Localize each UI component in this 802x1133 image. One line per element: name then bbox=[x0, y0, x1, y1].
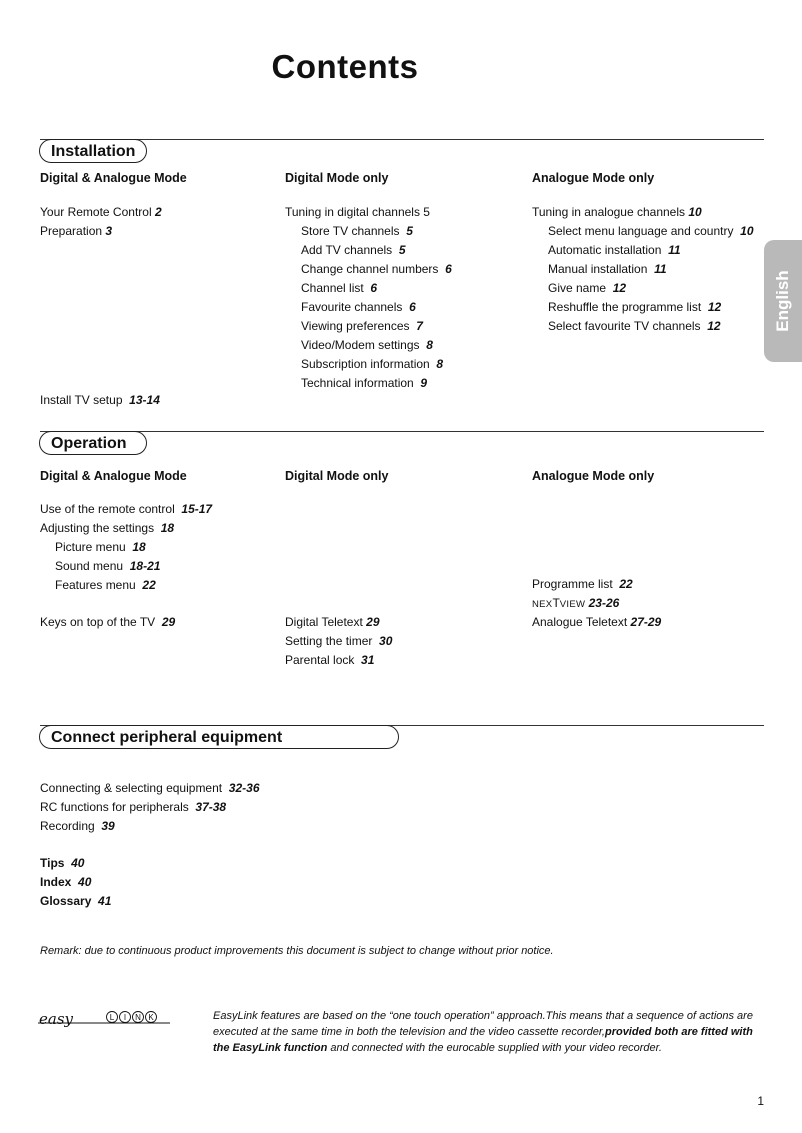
toc-entry[interactable]: Manual installation 11 bbox=[548, 262, 667, 276]
operation-rule bbox=[40, 431, 764, 432]
installation-col3-list bbox=[532, 203, 754, 336]
toc-entry[interactable]: Select favourite TV channels 12 bbox=[548, 319, 721, 333]
installation-section-label: Installation bbox=[39, 139, 147, 163]
connect-section-label: Connect peripheral equipment bbox=[39, 725, 399, 749]
toc-entry[interactable]: Sound menu 18-21 bbox=[55, 559, 161, 573]
toc-entry[interactable]: Picture menu 18 bbox=[55, 540, 146, 554]
page-title: Contents bbox=[271, 48, 419, 85]
toc-entry[interactable]: Recording 39 bbox=[40, 819, 115, 833]
toc-entry[interactable]: RC functions for peripherals 37-38 bbox=[40, 800, 227, 814]
operation-col3-list bbox=[532, 575, 661, 632]
operation-col1-head: Digital & Analogue Mode bbox=[40, 469, 187, 483]
toc-entry[interactable]: Index 40 bbox=[40, 875, 92, 889]
easylink-logo-script: easy bbox=[39, 1010, 73, 1028]
toc-entry[interactable]: Reshuffle the programme list 12 bbox=[548, 300, 722, 314]
toc-entry[interactable]: Features menu 22 bbox=[55, 578, 156, 592]
toc-entry-nextview[interactable]: NEXTVIEW 23-26 bbox=[532, 596, 620, 610]
toc-entry[interactable]: Automatic installation 11 bbox=[548, 243, 681, 257]
installation-col2-head: Digital Mode only bbox=[285, 171, 389, 185]
toc-entry[interactable]: Tuning in analogue channels 10 bbox=[532, 205, 702, 219]
installation-col1-head: Digital & Analogue Mode bbox=[40, 171, 187, 185]
installation-col3-head: Analogue Mode only bbox=[532, 171, 655, 185]
toc-entry[interactable]: Your Remote Control 2 bbox=[40, 205, 162, 219]
toc-entry-keys[interactable]: Keys on top of the TV 29 bbox=[40, 615, 176, 629]
toc-entry-install-setup[interactable]: Install TV setup 13-14 bbox=[40, 393, 160, 407]
toc-entry[interactable]: Parental lock 31 bbox=[285, 653, 375, 667]
toc-entry[interactable]: Channel list 6 bbox=[301, 281, 378, 295]
toc-entry[interactable]: Tuning in digital channels 5 bbox=[285, 205, 430, 219]
toc-entry[interactable]: Tips 40 bbox=[40, 856, 85, 870]
remark-note: Remark: due to continuous product improvements this document is subject to change without prior notice. bbox=[40, 945, 554, 957]
operation-col3-head: Analogue Mode only bbox=[532, 469, 655, 483]
easylink-logo-letter: L bbox=[109, 1013, 115, 1022]
toc-entry[interactable]: Favourite channels 6 bbox=[301, 300, 416, 314]
toc-entry[interactable]: Change channel numbers 6 bbox=[301, 262, 452, 276]
connect-list bbox=[40, 779, 260, 836]
toc-entry[interactable]: Setting the timer 30 bbox=[285, 634, 393, 648]
toc-entry[interactable]: Glossary 41 bbox=[40, 894, 112, 908]
operation-col2-list bbox=[285, 613, 392, 670]
language-tab-label: English bbox=[773, 270, 792, 332]
easylink-logo bbox=[38, 1008, 178, 1030]
easylink-logo-letter: K bbox=[148, 1013, 154, 1022]
toc-entry[interactable]: Programme list 22 bbox=[532, 577, 633, 591]
page-number: 1 bbox=[757, 1094, 764, 1108]
toc-entry[interactable]: Viewing preferences 7 bbox=[301, 319, 423, 333]
toc-entry[interactable]: Analogue Teletext 27-29 bbox=[532, 615, 662, 629]
operation-col2-head: Digital Mode only bbox=[285, 469, 389, 483]
toc-entry[interactable]: Preparation 3 bbox=[40, 224, 113, 238]
toc-entry[interactable]: Give name 12 bbox=[548, 281, 627, 295]
installation-col2-list bbox=[285, 203, 452, 393]
operation-col1-list bbox=[40, 500, 212, 595]
easylink-logo-letter: I bbox=[123, 1013, 127, 1022]
operation-section-label: Operation bbox=[39, 431, 147, 455]
toc-entry[interactable]: Technical information 9 bbox=[301, 376, 428, 390]
installation-rule bbox=[40, 139, 764, 140]
language-tab[interactable] bbox=[764, 240, 802, 362]
easylink-description: EasyLink features are based on the “one touch operation” approach.This means that a sequence of actions are executed at the same time in both the television and the video cassette recorder,provided both are fitted with the EasyLink function and connected with the eurocable supplied with your video recorder. bbox=[213, 1010, 753, 1054]
toc-entry[interactable]: Video/Modem settings 8 bbox=[301, 338, 433, 352]
toc-entry[interactable]: Store TV channels 5 bbox=[301, 224, 413, 238]
toc-entry[interactable]: Connecting & selecting equipment 32-36 bbox=[40, 781, 260, 795]
toc-entry[interactable]: Subscription information 8 bbox=[301, 357, 444, 371]
toc-entry[interactable]: Add TV channels 5 bbox=[301, 243, 406, 257]
easylink-logo-letter: N bbox=[135, 1013, 141, 1022]
toc-entry[interactable]: Select menu language and country 10 bbox=[548, 224, 754, 238]
installation-col1-list bbox=[40, 203, 162, 241]
toc-entry[interactable]: Adjusting the settings 18 bbox=[40, 521, 175, 535]
toc-entry[interactable]: Use of the remote control 15-17 bbox=[40, 502, 213, 516]
extras-list bbox=[40, 854, 111, 911]
toc-entry[interactable]: Digital Teletext 29 bbox=[285, 615, 380, 629]
